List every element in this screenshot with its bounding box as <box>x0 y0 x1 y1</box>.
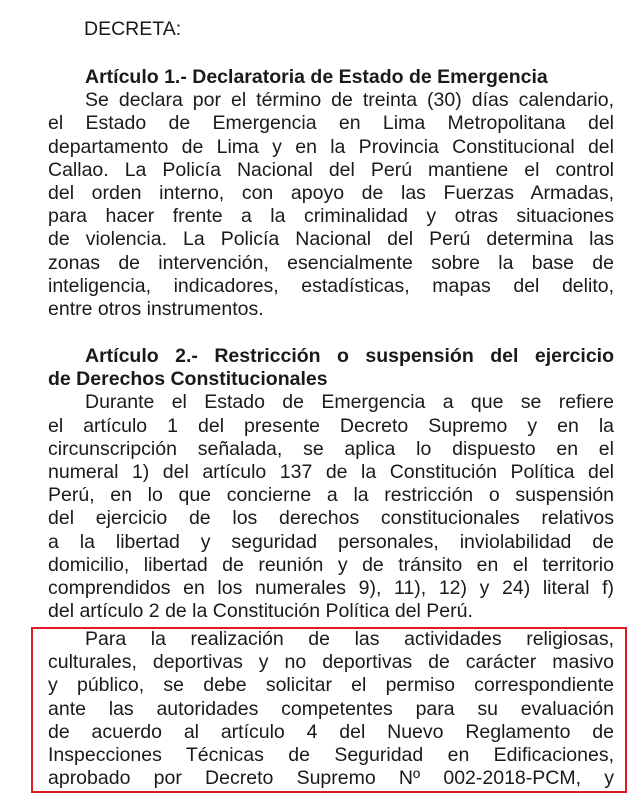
article-1 <box>48 66 614 321</box>
highlighted-line: Para la realización de las actividades religiosas, <box>85 628 614 650</box>
article-1-line: de violencia. La Policía Nacional del Perú determina las <box>48 228 614 251</box>
article-1-line: para hacer frente a la criminalidad y otras situaciones <box>48 205 614 228</box>
article-2-line: del ejercicio de los derechos constitucionales relativos <box>48 507 614 530</box>
article-2-line: Perú, en lo que concierne a la restricción o suspensión <box>48 484 614 507</box>
article-2-line: el artículo 1 del presente Decreto Supremo y en la <box>48 414 614 437</box>
highlighted-paragraph <box>48 628 614 790</box>
highlighted-line: culturales, deportivas y no deportivas de carácter masivo <box>48 651 614 674</box>
article-1-line: departamento de Lima y en la Provincia Constitucional del <box>48 135 614 158</box>
article-2-line: numeral 1) del artículo 137 de la Constitución Política del <box>48 460 614 483</box>
article-2-line: Durante el Estado de Emergencia a que se refiere <box>85 391 614 414</box>
article-2-title: Artículo 2.- Restricción o suspensión del ejercicio <box>85 345 614 367</box>
article-1-line: inteligencia, indicadores, estadísticas, mapas del delito, <box>48 274 614 297</box>
article-1-line: del orden interno, con apoyo de las Fuerzas Armadas, <box>48 181 614 204</box>
article-1-line: Callao. La Policía Nacional del Perú mantiene el control <box>48 158 614 181</box>
highlighted-line: aprobado por Decreto Supremo Nº 002-2018-PCM, y <box>48 767 614 790</box>
highlighted-line: y público, se debe solicitar el permiso correspondiente <box>48 674 614 697</box>
article-1-title: Artículo 1.- Declaratoria de Estado de Emergencia <box>85 66 548 88</box>
highlighted-line: Inspecciones Técnicas de Seguridad en Edificaciones, <box>48 743 614 766</box>
highlighted-line: ante las autoridades competentes para su evaluación <box>48 697 614 720</box>
article-1-line: zonas de intervención, esencialmente sobre la base de <box>48 251 614 274</box>
article-1-line: entre otros instrumentos. <box>48 297 264 320</box>
article-2-line: domicilio, libertad de reunión y de tránsito en el territorio <box>48 553 614 576</box>
article-2-title-cont: de Derechos Constitucionales <box>48 368 328 391</box>
decreta-heading: DECRETA: <box>84 18 182 40</box>
article-2-line: comprendidos en los numerales 9), 11), 12) y 24) literal f) <box>48 576 614 599</box>
article-1-line: Se declara por el término de treinta (30) días calendario, <box>85 89 614 112</box>
article-2-line: del artículo 2 de la Constitución Política del Perú. <box>48 600 473 623</box>
article-2-line: circunscripción señalada, se aplica lo dispuesto en el <box>48 437 614 460</box>
article-2 <box>48 345 614 623</box>
article-2-line: a la libertad y seguridad personales, inviolabilidad de <box>48 530 614 553</box>
article-1-line: el Estado de Emergencia en Lima Metropolitana del <box>48 112 614 135</box>
highlighted-line: de acuerdo al artículo 4 del Nuevo Reglamento de <box>48 720 614 743</box>
